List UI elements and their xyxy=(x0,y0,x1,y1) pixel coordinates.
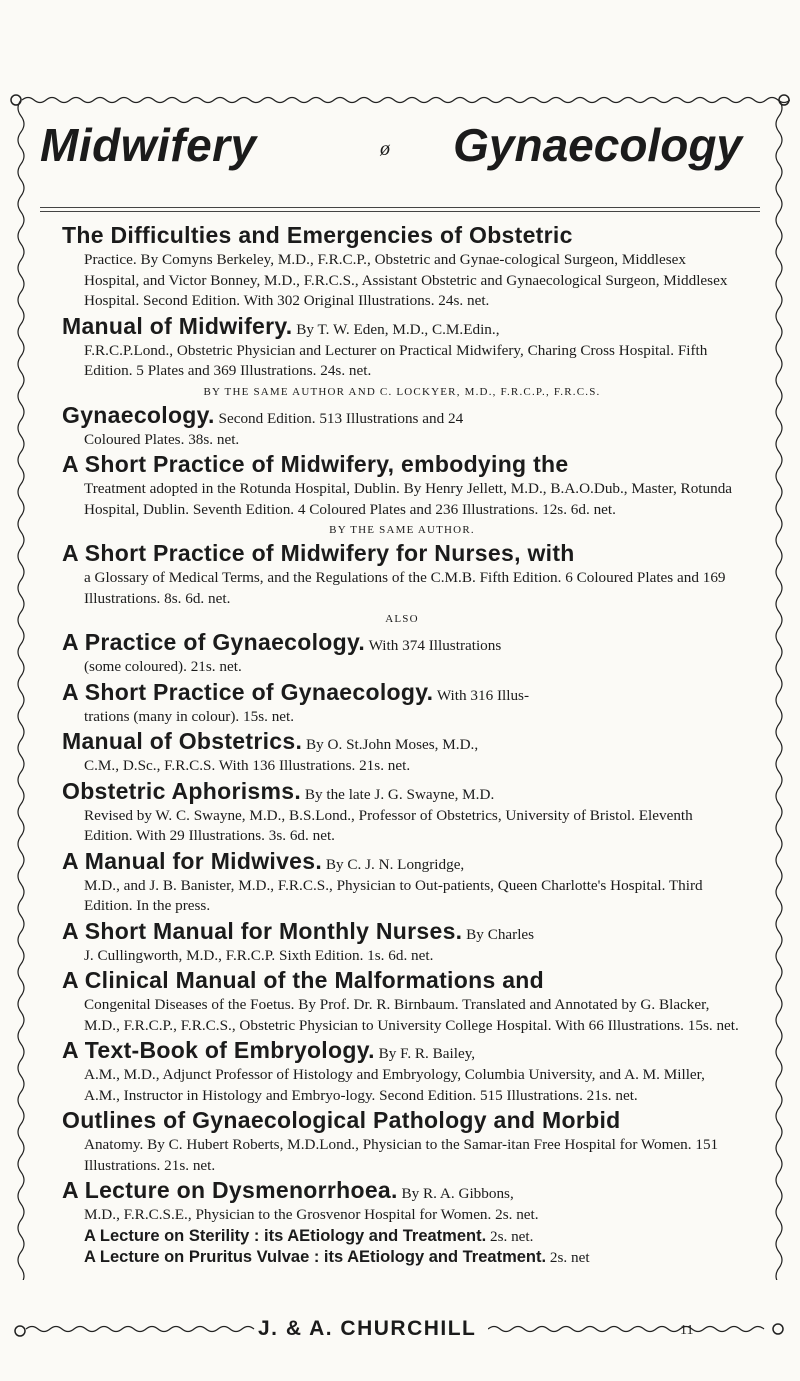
book-entry xyxy=(62,629,742,678)
book-description: Revised by W. C. Swayne, M.D., B.S.Lond., Professor of Obstetrics, University of Bristol. Eleventh Edition. With 29 Illustrations. 3s. 6d. net. xyxy=(84,806,693,844)
book-title: A Manual for Midwives. xyxy=(62,847,323,874)
header-rule-top xyxy=(40,207,760,208)
book-title: The Difficulties and Emergencies of Obstetric xyxy=(62,222,573,248)
book-entry xyxy=(62,222,742,312)
related-price: 2s. net. xyxy=(486,1227,534,1245)
book-description: F.R.C.P.Lond., Obstetric Physician and Lecturer on Practical Midwifery, Charing Cross Hospital. Fifth Edition. 5 Plates and 369 Illustrations. 24s. net. xyxy=(84,341,708,379)
section-note: BY THE SAME AUTHOR AND C. LOCKYER, M.D., F.R.C.P., F.R.C.S. xyxy=(203,385,601,398)
book-entry xyxy=(62,313,742,382)
book-title: A Text-Book of Embryology. xyxy=(62,1037,375,1063)
book-entry xyxy=(62,918,742,967)
book-entry xyxy=(62,402,742,451)
book-author: By Charles xyxy=(462,925,535,943)
book-description: Treatment adopted in the Rotunda Hospital, Dublin. By Henry Jellett, M.D., B.A.O.Dub., Master, Rotunda Hospital, Dublin. Seventh Edition. 4 Coloured Plates and 236 Illustrations. 12s. 6d. net. xyxy=(84,480,733,518)
book-entry xyxy=(62,778,742,847)
footer-wave-right xyxy=(488,1321,786,1337)
page-header xyxy=(40,118,760,208)
left-wavy-border xyxy=(12,100,30,1280)
book-entry xyxy=(62,1107,742,1176)
book-author: By R. A. Gibbons, xyxy=(397,1185,514,1202)
book-title: Manual of Obstetrics. xyxy=(62,728,303,754)
book-title: A Clinical Manual of the Malformations and xyxy=(62,967,545,993)
book-description: (some coloured). 21s. net. xyxy=(84,658,242,675)
book-description: Practice. By Comyns Berkeley, M.D., F.R.C.P., Obstetric and Gynae-cological Surgeon, Middlesex Hospital, and Victor Bonney, M.D., F.R.C.S., Assistant Obstetric and Gynaecological Surgeon, Middlesex Hospital. Second Edition. With 302 Original Illustrations. 24s. net. xyxy=(84,251,728,309)
publisher-name: J. & A. CHURCHILL xyxy=(258,1317,477,1340)
book-description: C.M., D.Sc., F.R.C.S. With 136 Illustrations. 21s. net. xyxy=(84,757,411,774)
page-footer xyxy=(0,1317,800,1347)
top-wavy-border xyxy=(10,92,790,108)
book-title: A Short Practice of Midwifery, embodying the xyxy=(62,451,569,477)
book-entry xyxy=(62,1177,742,1269)
book-title: Outlines of Gynaecological Pathology and Morbid xyxy=(62,1107,621,1133)
book-author: By the late J. G. Swayne, M.D. xyxy=(301,785,495,803)
related-lecture xyxy=(62,1226,742,1248)
book-title: Gynaecology. xyxy=(62,401,215,428)
book-author: With 374 Illustrations xyxy=(365,637,502,654)
header-title-left: Midwifery xyxy=(40,119,257,171)
book-description: J. Cullingworth, M.D., F.R.C.P. Sixth Edition. 1s. 6d. net. xyxy=(84,946,434,964)
book-description: Anatomy. By C. Hubert Roberts, M.D.Lond., Physician to the Samar-itan Free Hospital for Women. 151 Illustrations. 21s. net. xyxy=(84,1136,719,1174)
book-description: Congenital Diseases of the Foetus. By Prof. Dr. R. Birnbaum. Translated and Annotated by G. Blacker, M.D., F.R.C.P., F.R.C.S., Obstetric Physician to University College Hospital. With 66 Illustrations. 15s. net. xyxy=(84,996,739,1034)
page-number: 11 xyxy=(680,1323,694,1338)
book-author: By T. W. Eden, M.D., C.M.Edin., xyxy=(292,320,500,338)
book-entry xyxy=(62,848,742,917)
book-entry xyxy=(62,728,742,777)
book-description: a Glossary of Medical Terms, and the Regulations of the C.M.B. Fifth Edition. 6 Coloured Plates and 169 Illustrations. 8s. 6d. net. xyxy=(84,569,726,607)
book-description: trations (many in colour). 15s. net. xyxy=(84,707,295,725)
book-entry xyxy=(62,451,742,520)
related-title: A Lecture on Pruritus Vulvae : its AEtiology and Treatment. xyxy=(84,1248,547,1266)
book-list xyxy=(62,222,742,1270)
related-title: A Lecture on Sterility : its AEtiology and Treatment. xyxy=(84,1226,487,1245)
book-description: M.D., and J. B. Banister, M.D., F.R.C.S., Physician to Out-patients, Queen Charlotte's Hospital. Third Edition. In the press. xyxy=(84,876,703,914)
book-entry xyxy=(62,540,742,609)
related-price: 2s. net xyxy=(546,1249,590,1266)
book-author: With 316 Illus- xyxy=(433,686,530,704)
book-description: M.D., F.R.C.S.E., Physician to the Grosvenor Hospital for Women. 2s. net. xyxy=(84,1206,539,1223)
book-title: A Practice of Gynaecology. xyxy=(62,629,366,655)
section-note: BY THE SAME AUTHOR. xyxy=(329,524,475,536)
header-rule-bottom xyxy=(40,211,760,212)
book-entry xyxy=(62,1037,742,1106)
book-author: By O. St.John Moses, M.D., xyxy=(302,736,479,753)
book-description: A.M., M.D., Adjunct Professor of Histology and Embryology, Columbia University, and A. M. Miller, A.M., Instructor in Histology and Embryo-logy. Second Edition. 515 Illustrations. 21s. net. xyxy=(84,1066,705,1104)
section-note: ALSO xyxy=(385,613,419,625)
book-description: Coloured Plates. 38s. net. xyxy=(84,430,240,448)
related-lecture xyxy=(62,1247,742,1269)
book-title: Obstetric Aphorisms. xyxy=(62,777,302,804)
book-title: A Short Manual for Monthly Nurses. xyxy=(62,917,463,944)
footer-wave-left xyxy=(14,1321,258,1337)
book-title: A Lecture on Dysmenorrhoea. xyxy=(62,1177,398,1203)
book-entry xyxy=(62,967,742,1036)
right-wavy-border xyxy=(770,100,788,1280)
book-author: By F. R. Bailey, xyxy=(374,1045,476,1062)
book-title: A Short Practice of Gynaecology. xyxy=(62,678,434,705)
book-author: By C. J. N. Longridge, xyxy=(322,855,465,873)
book-title: Manual of Midwifery. xyxy=(62,312,293,339)
book-author: Second Edition. 513 Illustrations and 24 xyxy=(214,409,464,427)
book-entry xyxy=(62,679,742,728)
header-ornament: ø xyxy=(380,138,390,160)
header-title-right: Gynaecology xyxy=(453,119,742,171)
book-title: A Short Practice of Midwifery for Nurses, with xyxy=(62,540,575,566)
